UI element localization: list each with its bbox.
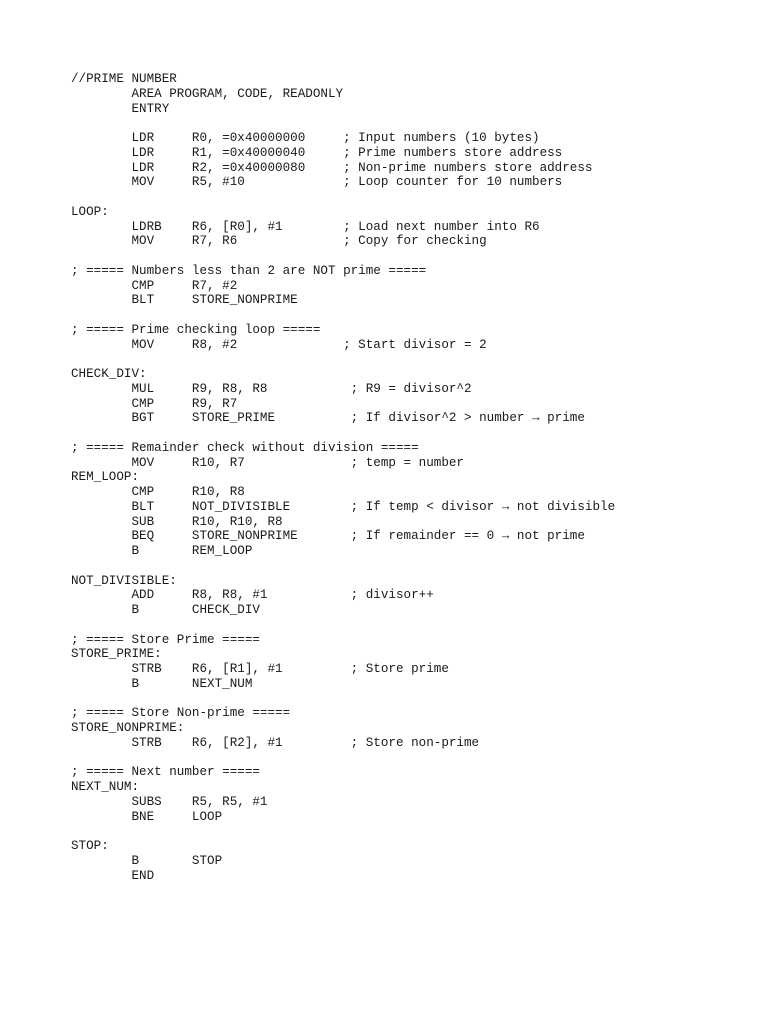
code-line: CHECK_DIV:: [71, 367, 147, 381]
blank-line: [71, 308, 615, 323]
code-line: BEQ STORE_NONPRIME ; If remainder == 0 → not prime: [71, 529, 585, 544]
code-line: B CHECK_DIV: [71, 603, 260, 617]
code-line: STRB R6, [R2], #1 ; Store non-prime: [71, 735, 480, 750]
code-line: ENTRY: [71, 101, 170, 116]
code-line: LDRB R6, [R0], #1 ; Load next number into R6: [71, 219, 540, 234]
code-line: LDR R0, =0x40000000 ; Input numbers (10 bytes): [71, 131, 540, 145]
code-line: END: [71, 868, 155, 883]
code-line: ; ===== Next number =====: [71, 765, 260, 780]
code-line: MUL R9, R8, R8 ; R9 = divisor^2: [71, 381, 472, 396]
blank-line: [71, 116, 615, 131]
code-line: BNE LOOP: [71, 809, 223, 824]
blank-line: [71, 352, 615, 367]
blank-line: [71, 190, 615, 205]
code-line: REM_LOOP:: [71, 470, 140, 485]
code-line: CMP R7, #2: [71, 278, 238, 293]
code-line: STRB R6, [R1], #1 ; Store prime: [71, 662, 449, 676]
blank-line: [71, 426, 615, 441]
code-line: MOV R5, #10 ; Loop counter for 10 numbers: [71, 175, 563, 190]
blank-line: [71, 692, 615, 707]
code-line: AREA PROGRAM, CODE, READONLY: [71, 86, 344, 101]
code-line: //PRIME NUMBER: [71, 72, 177, 86]
code-line: CMP R9, R7: [71, 396, 238, 411]
blank-line: [71, 751, 615, 766]
blank-line: [71, 559, 615, 574]
code-line: STOP:: [71, 839, 109, 853]
code-line: LOOP:: [71, 204, 109, 219]
code-line: B STOP: [71, 853, 223, 868]
code-line: LDR R2, =0x40000080 ; Non-prime numbers store address: [71, 160, 593, 175]
code-line: STORE_PRIME:: [71, 647, 162, 662]
code-line: MOV R7, R6 ; Copy for checking: [71, 234, 487, 249]
code-line: BLT STORE_NONPRIME: [71, 293, 298, 308]
code-line: ; ===== Remainder check without division =====: [71, 440, 419, 455]
code-line: CMP R10, R8: [71, 485, 245, 499]
code-line: LDR R1, =0x40000040 ; Prime numbers store address: [71, 145, 563, 160]
code-line: ; ===== Numbers less than 2 are NOT prime =====: [71, 263, 427, 278]
blank-line: [71, 824, 615, 839]
code-line: B REM_LOOP: [71, 544, 253, 558]
code-line: ; ===== Prime checking loop =====: [71, 322, 321, 337]
blank-line: [71, 249, 615, 264]
code-line: NEXT_NUM:: [71, 780, 140, 794]
code-line: B NEXT_NUM: [71, 676, 253, 691]
code-line: MOV R10, R7 ; temp = number: [71, 455, 464, 470]
code-line: BGT STORE_PRIME ; If divisor^2 > number → prime: [71, 411, 585, 426]
code-line: NOT_DIVISIBLE:: [71, 573, 177, 588]
code-line: MOV R8, #2 ; Start divisor = 2: [71, 337, 487, 352]
code-line: ; ===== Store Prime =====: [71, 632, 260, 647]
code-line: SUB R10, R10, R8: [71, 514, 283, 529]
code-line: STORE_NONPRIME:: [71, 721, 185, 735]
code-line: BLT NOT_DIVISIBLE ; If temp < divisor → not divisible: [71, 499, 616, 514]
code-line: ADD R8, R8, #1 ; divisor++: [71, 588, 434, 603]
blank-line: [71, 618, 615, 633]
code-line: ; ===== Store Non-prime =====: [71, 706, 291, 721]
code-line: SUBS R5, R5, #1: [71, 794, 268, 809]
assembly-code-listing: [71, 72, 615, 883]
